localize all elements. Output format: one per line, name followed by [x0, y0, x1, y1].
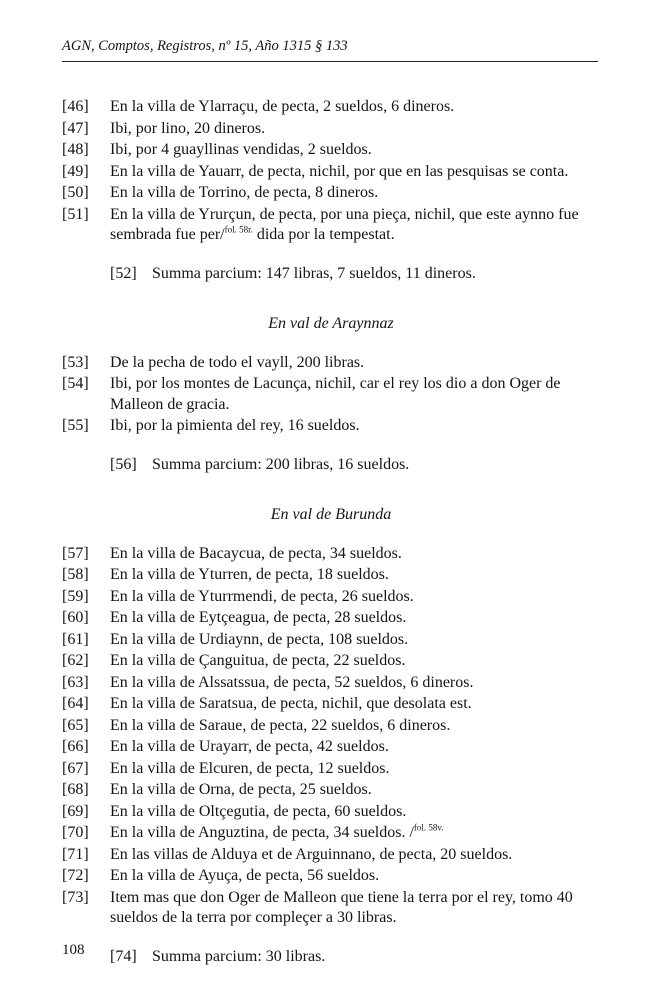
entry-number: [65]	[62, 716, 89, 734]
entry-number: [48]	[62, 141, 89, 158]
entry-text: En la villa de Alssatssua, de pecta, 52 sueldos, 6 dineros.	[110, 673, 474, 691]
entry-text: Ibi, por 4 guayllinas vendidas, 2 sueldos.	[110, 141, 372, 158]
entry-text: Ibi, por lino, 20 dineros.	[110, 119, 266, 137]
entry-row	[62, 888, 600, 929]
entry-row	[62, 630, 600, 651]
entry-row	[62, 845, 600, 866]
entry-number: [56]	[110, 455, 137, 473]
entry-text: En la villa de Yturren, de pecta, 18 sueldos.	[110, 566, 389, 583]
entry-number: [71]	[62, 845, 89, 863]
entry-number: [73]	[62, 888, 89, 906]
entry-row	[62, 544, 600, 565]
entry-block	[62, 845, 600, 929]
entry-row	[62, 673, 600, 694]
entry-number: [55]	[62, 417, 89, 434]
entry-number: [53]	[62, 353, 89, 371]
entry-number: [60]	[62, 609, 89, 626]
entry-number: [62]	[62, 652, 89, 669]
entry-51	[62, 205, 600, 246]
entry-number: [66]	[62, 738, 89, 755]
entry-block	[62, 353, 600, 437]
entry-text: En la villa de Oltçegutia, de pecta, 60 sueldos.	[110, 802, 407, 820]
entry-number: [64]	[62, 695, 89, 712]
entry-row	[62, 97, 600, 118]
entries	[62, 97, 600, 985]
entry-number: [49]	[62, 162, 89, 180]
summa-text: Summa parcium: 200 libras, 16 sueldos.	[152, 455, 410, 473]
summa-text: Summa parcium: 30 libras.	[152, 947, 326, 965]
entry-number: [70]	[62, 824, 89, 841]
entry-row	[62, 565, 600, 586]
entry-row	[62, 119, 600, 140]
entry-number: [72]	[62, 867, 89, 884]
section-heading: En val de Araynnaz	[268, 315, 394, 332]
entry-row	[62, 759, 600, 780]
entry-number: [63]	[62, 673, 89, 691]
entry-row	[62, 140, 600, 161]
entry-row	[62, 780, 600, 801]
entry-70	[62, 823, 600, 844]
header-rule	[62, 61, 598, 62]
summa-parcium	[110, 455, 600, 476]
entry-block	[62, 544, 600, 823]
entry-row	[62, 866, 600, 887]
entry-row	[62, 716, 600, 737]
entry-text: En la villa de Torrino, de pecta, 8 dineros.	[110, 184, 379, 201]
entry-number: [58]	[62, 566, 89, 583]
entry-row	[62, 183, 600, 204]
running-head: AGN, Comptos, Registros, nº 15, Año 1315 § 133	[62, 38, 348, 54]
entry-row	[62, 694, 600, 715]
entry-text: En la villa de Orna, de pecta, 25 sueldos.	[110, 781, 372, 798]
entry-text: Ibi, por los montes de Lacunça, nichil, car el rey los dio a don Oger de Malleon de gracia.	[110, 375, 561, 413]
entry-text: En la villa de Saraue, de pecta, 22 sueldos, 6 dineros.	[110, 716, 451, 734]
entry-text: En la villa de Ylarraçu, de pecta, 2 sueldos, 6 dineros.	[110, 98, 455, 115]
entry-number: [46]	[62, 98, 89, 115]
entry-text: En la villa de Yturrmendi, de pecta, 26 sueldos.	[110, 587, 414, 605]
entry-text: En la villa de Bacaycua, de pecta, 34 sueldos.	[110, 544, 402, 562]
entry-text: En la villa de Çanguitua, de pecta, 22 sueldos.	[110, 652, 406, 669]
summa-text: Summa parcium: 147 libras, 7 sueldos, 11 dineros.	[152, 264, 476, 282]
entry-text: En la villa de Eytçeagua, de pecta, 28 sueldos.	[110, 609, 407, 626]
folio-marker: fol. 58r.	[224, 224, 253, 235]
folio-marker: fol. 58v.	[413, 822, 444, 833]
entry-text: En la villa de Ayuça, de pecta, 56 sueldos.	[110, 867, 380, 884]
entry-text: En la villa de Yrurçun, de pecta, por una pieça, nichil, que este aynno fue sembrada fue per/$^{fol. 58r.}$ dida por la tempestat.	[110, 205, 579, 243]
entry-block	[62, 97, 600, 204]
entry-text: En la villa de Urdiaynn, de pecta, 108 sueldos.	[110, 630, 409, 648]
entry-number: [47]	[62, 119, 89, 137]
entry-row	[62, 374, 600, 415]
entry-text: En la villa de Elcuren, de pecta, 12 sueldos.	[110, 759, 390, 777]
section-heading: En val de Burunda	[270, 506, 392, 523]
entry-number: [61]	[62, 630, 89, 648]
entry-number: [67]	[62, 759, 89, 777]
entry-number: [74]	[110, 947, 137, 965]
entry-number: [50]	[62, 184, 89, 201]
entry-row	[62, 587, 600, 608]
entry-text: En la villa de Anguztina, de pecta, 34 sueldos. /$^{fol. 58v.}$	[110, 822, 444, 841]
entry-number: [57]	[62, 544, 89, 562]
entry-text: En la villa de Yauarr, de pecta, nichil, por que en las pesquisas se conta.	[110, 162, 569, 180]
entry-text: En las villas de Alduya et de Arguinnano, de pecta, 20 sueldos.	[110, 845, 513, 863]
entry-number: [52]	[110, 264, 137, 282]
entry-number: [54]	[62, 375, 89, 392]
page-number: 108	[62, 942, 85, 958]
entry-row	[62, 162, 600, 183]
entry-row	[62, 802, 600, 823]
summa-parcium	[110, 264, 600, 285]
summa-parcium	[110, 947, 600, 968]
entry-text: En la villa de Saratsua, de pecta, nichil, que desolata est.	[110, 695, 472, 712]
entry-number: [68]	[62, 781, 89, 798]
entry-row	[62, 737, 600, 758]
entry-row	[62, 651, 600, 672]
entry-row	[62, 416, 600, 437]
entry-text: Ibi, por la pimienta del rey, 16 sueldos.	[110, 417, 360, 434]
entry-number: [59]	[62, 587, 89, 605]
entry-text: Item mas que don Oger de Malleon que tiene la terra por el rey, tomo 40 sueldos de la terra por compleçer a 30 libras.	[110, 888, 573, 926]
entry-number: [69]	[62, 802, 89, 820]
entry-row	[62, 353, 600, 374]
entry-row	[62, 608, 600, 629]
entry-number: [51]	[62, 205, 89, 223]
entry-text: De la pecha de todo el vayll, 200 libras.	[110, 353, 365, 371]
entry-text: En la villa de Urayarr, de pecta, 42 sueldos.	[110, 738, 389, 755]
